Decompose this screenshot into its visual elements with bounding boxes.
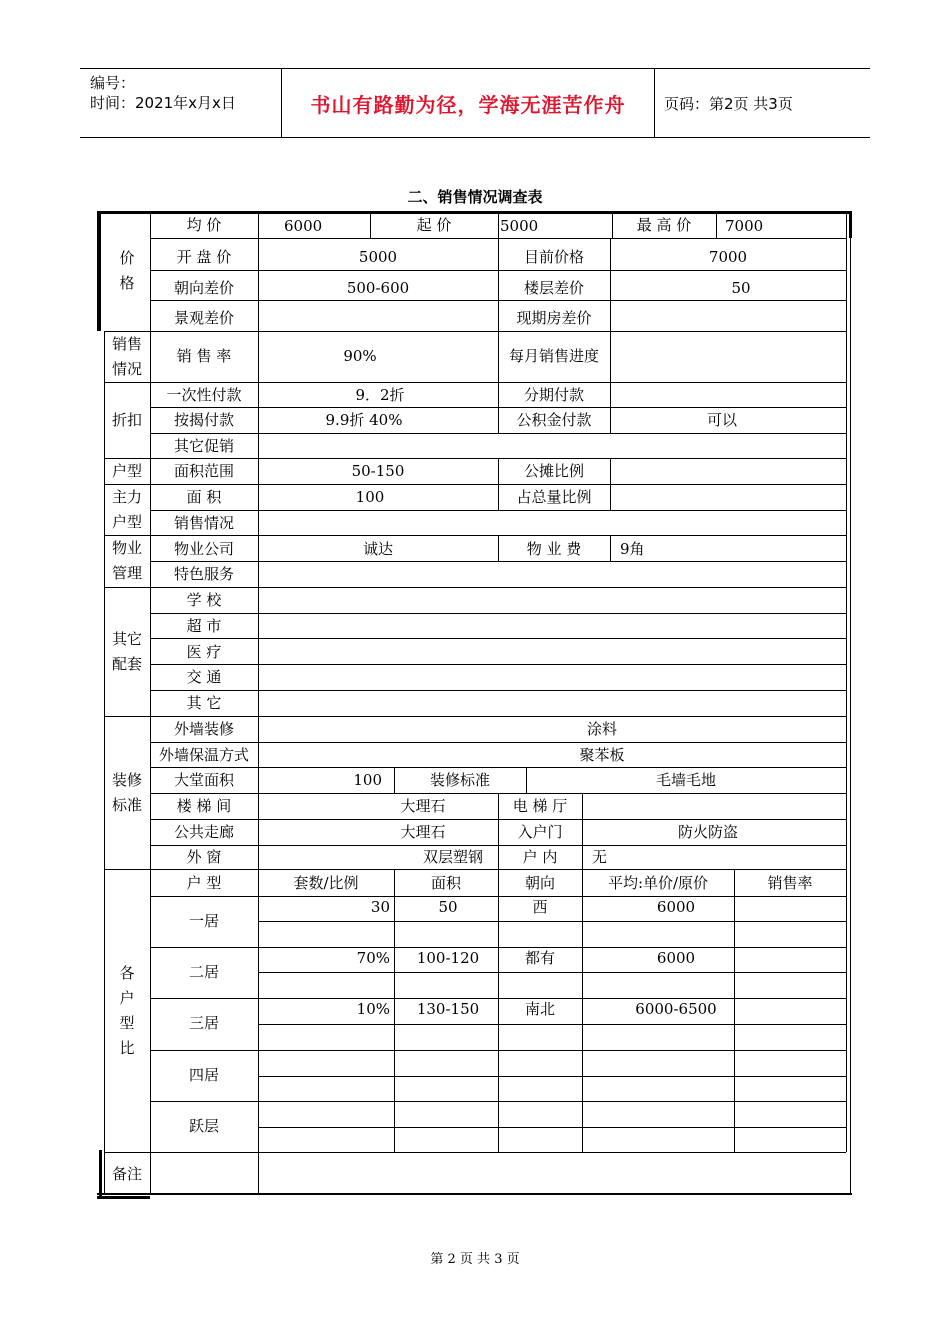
- unit-area: [394, 1049, 502, 1074]
- table-rule-h: [258, 1024, 846, 1025]
- unit-area: 50: [438, 898, 458, 916]
- door-label: 入户门: [517, 823, 563, 841]
- lump-sum-label: 一次性付款: [166, 386, 242, 404]
- spot-diff-label: 现期房差价: [516, 309, 592, 327]
- table-rule-h: [258, 1127, 846, 1128]
- ratio-header: 套数/比例: [293, 874, 359, 892]
- elevator-label: 电 梯 厅: [512, 797, 568, 815]
- wall-label: 外墙装修: [173, 720, 234, 738]
- unit-orientation: 西: [532, 898, 548, 916]
- fund-label: 公积金付款: [516, 411, 592, 429]
- main-area-value: 100: [355, 488, 385, 506]
- avg-price-value: 6000: [284, 217, 323, 235]
- ratio-header: 户 型: [186, 874, 222, 892]
- start-price-value: 5000: [500, 217, 539, 235]
- corridor-value: 大理石: [400, 823, 446, 841]
- table-rule-v: [258, 561, 259, 587]
- unit-type-label: 四居: [188, 1066, 219, 1084]
- other-promo-label: 其它促销: [173, 437, 234, 455]
- table-rule-v: [99, 1150, 102, 1198]
- table-rule-v: [610, 484, 611, 510]
- current-price-value: 7000: [708, 248, 748, 266]
- fee-value: 9角: [620, 540, 645, 558]
- facility-label: 超 市: [186, 616, 222, 635]
- number-label: 编号：: [90, 74, 136, 92]
- area-range-label: 面积范围: [173, 462, 234, 480]
- fee-label: 物 业 费: [526, 540, 582, 558]
- table-rule-h: [97, 1193, 852, 1195]
- unit-area: 100-120: [416, 949, 480, 967]
- section-discount: 折扣: [111, 410, 142, 429]
- standard-value: 毛墙毛地: [655, 771, 716, 789]
- unit-type-label: 跃层: [188, 1117, 219, 1135]
- door-value: 防火防盗: [677, 823, 738, 841]
- unit-orientation: [498, 1049, 582, 1074]
- lobby-label: 大堂面积: [173, 771, 234, 789]
- unit-count: 70%: [356, 949, 390, 967]
- table-rule-h: [258, 972, 846, 973]
- monthly-progress-label: 每月销售进度: [508, 347, 599, 365]
- ratio-header: 销售率: [767, 874, 813, 892]
- section-decoration: 装修 标准: [111, 770, 142, 814]
- table-rule-v: [610, 535, 611, 561]
- max-price-value: 7000: [725, 217, 764, 235]
- facility-label: 交 通: [186, 668, 222, 687]
- section-main-unit: 主力 户型: [111, 487, 142, 531]
- unit-count: [258, 1100, 390, 1125]
- unit-area: 130-150: [416, 1000, 480, 1018]
- floor-diff-value: 50: [731, 279, 751, 297]
- ratio-header: 平均:单价/原价: [607, 874, 709, 892]
- table-rule-h: [104, 1152, 846, 1153]
- stair-value: 大理石: [400, 797, 446, 815]
- table-rule-h: [258, 1076, 846, 1077]
- table-rule-v: [258, 211, 259, 331]
- table-rule-v: [849, 211, 852, 238]
- sales-rate-label: 销 售 率: [176, 347, 232, 365]
- unit-price: 6000-6500: [635, 1000, 717, 1018]
- indoor-value: 无: [592, 848, 608, 866]
- unit-orientation: [498, 1100, 582, 1125]
- sales-rate-value: 90%: [343, 347, 377, 365]
- mortgage-label: 按揭付款: [173, 411, 234, 429]
- table-rule-v: [97, 211, 101, 331]
- unit-orientation: 都有: [524, 949, 555, 967]
- table-rule-v: [610, 458, 611, 484]
- table-rule-v: [610, 331, 611, 382]
- facility-label: 医 疗: [186, 642, 222, 661]
- unit-count: 10%: [356, 1000, 390, 1018]
- orientation-diff-label: 朝向差价: [173, 279, 234, 297]
- unit-area: [394, 1100, 502, 1125]
- lump-sum-value: 9．2折: [355, 386, 405, 404]
- window-label: 外 窗: [186, 848, 222, 866]
- company-label: 物业公司: [173, 540, 234, 558]
- remarks-label: 备注: [111, 1164, 142, 1183]
- current-price-label: 目前价格: [523, 248, 584, 266]
- section-unit-type: 户型: [111, 461, 142, 480]
- max-price-label: 最 高 价: [636, 216, 692, 234]
- page-footer: 第 2 页 共 3 页: [430, 1252, 520, 1267]
- unit-sales-rate: [734, 946, 846, 971]
- header-info: [90, 73, 236, 113]
- unit-price: 6000: [656, 949, 696, 967]
- opening-price-label: 开 盘 价: [176, 248, 232, 266]
- orientation-diff-value: 500-600: [346, 279, 410, 297]
- unit-sales-rate: [734, 1049, 846, 1074]
- area-range-value: 50-150: [351, 462, 405, 480]
- unit-orientation: 南北: [524, 1000, 555, 1018]
- corridor-label: 公共走廊: [173, 823, 234, 841]
- section-property: 物业 管理: [111, 539, 142, 582]
- unit-type-label: 二居: [188, 963, 219, 981]
- section-facilities: 其它 配套: [111, 629, 142, 673]
- table-rule-h: [258, 921, 846, 922]
- service-label: 特色服务: [173, 565, 234, 583]
- page-header: [80, 68, 870, 138]
- page-info: 页码：第2页 共3页: [664, 94, 793, 113]
- section-sales: 销售 情况: [111, 334, 142, 378]
- standard-label: 装修标准: [429, 771, 490, 789]
- facility-label: 学 校: [186, 591, 222, 609]
- unit-price: 6000: [656, 898, 696, 916]
- total-ratio-label: 占总量比例: [516, 488, 592, 506]
- insulation-value: 聚苯板: [579, 746, 625, 764]
- facility-label: 其 它: [186, 694, 222, 713]
- document-title: 二、销售情况调查表: [407, 188, 543, 206]
- table-rule-v: [846, 211, 847, 1152]
- main-area-label: 面 积: [186, 488, 222, 506]
- floor-diff-label: 楼层差价: [523, 279, 584, 297]
- unit-count: 30: [370, 898, 390, 916]
- table-rule-h: [97, 1196, 150, 1199]
- start-price-label: 起 价: [416, 216, 452, 234]
- window-value: 双层塑钢: [422, 848, 483, 866]
- indoor-label: 户 内: [522, 848, 558, 866]
- ratio-header: 面积: [430, 874, 461, 892]
- view-diff-label: 景观差价: [173, 309, 234, 327]
- ratio-header: 朝向: [524, 874, 555, 892]
- table-rule-v: [258, 587, 259, 716]
- unit-sales-rate: [734, 1100, 846, 1125]
- lobby-value: 100: [353, 771, 382, 789]
- time-label: 时间：2021年x月x日: [90, 94, 236, 112]
- table-rule-v: [716, 211, 717, 238]
- section-unit-ratio: 各 户 型 比: [119, 963, 135, 1057]
- insulation-label: 外墙保温方式: [158, 746, 249, 764]
- unit-sales-rate: [734, 895, 846, 920]
- stair-label: 楼 梯 间: [176, 797, 232, 815]
- opening-price-value: 5000: [358, 248, 398, 266]
- section-price: 价 格: [119, 249, 135, 292]
- fund-value: 可以: [706, 411, 737, 429]
- installment-label: 分期付款: [523, 386, 584, 404]
- unit-type-label: 一居: [188, 912, 219, 930]
- unit-type-label: 三居: [188, 1014, 219, 1032]
- avg-price-label: 均 价: [186, 216, 222, 234]
- motto: 书山有路勤为径，学海无涯苦作舟: [281, 69, 655, 137]
- table-rule-v: [258, 510, 259, 535]
- unit-sales-rate: [734, 997, 846, 1022]
- share-ratio-label: 公摊比例: [523, 462, 584, 480]
- mortgage-value: 9.9折 40%: [325, 411, 403, 429]
- company-value: 诚达: [362, 540, 393, 558]
- main-sales-label: 销售情况: [173, 514, 234, 532]
- wall-value: 涂料: [586, 720, 617, 738]
- unit-count: [258, 1049, 390, 1074]
- table-rule-h: [104, 331, 846, 332]
